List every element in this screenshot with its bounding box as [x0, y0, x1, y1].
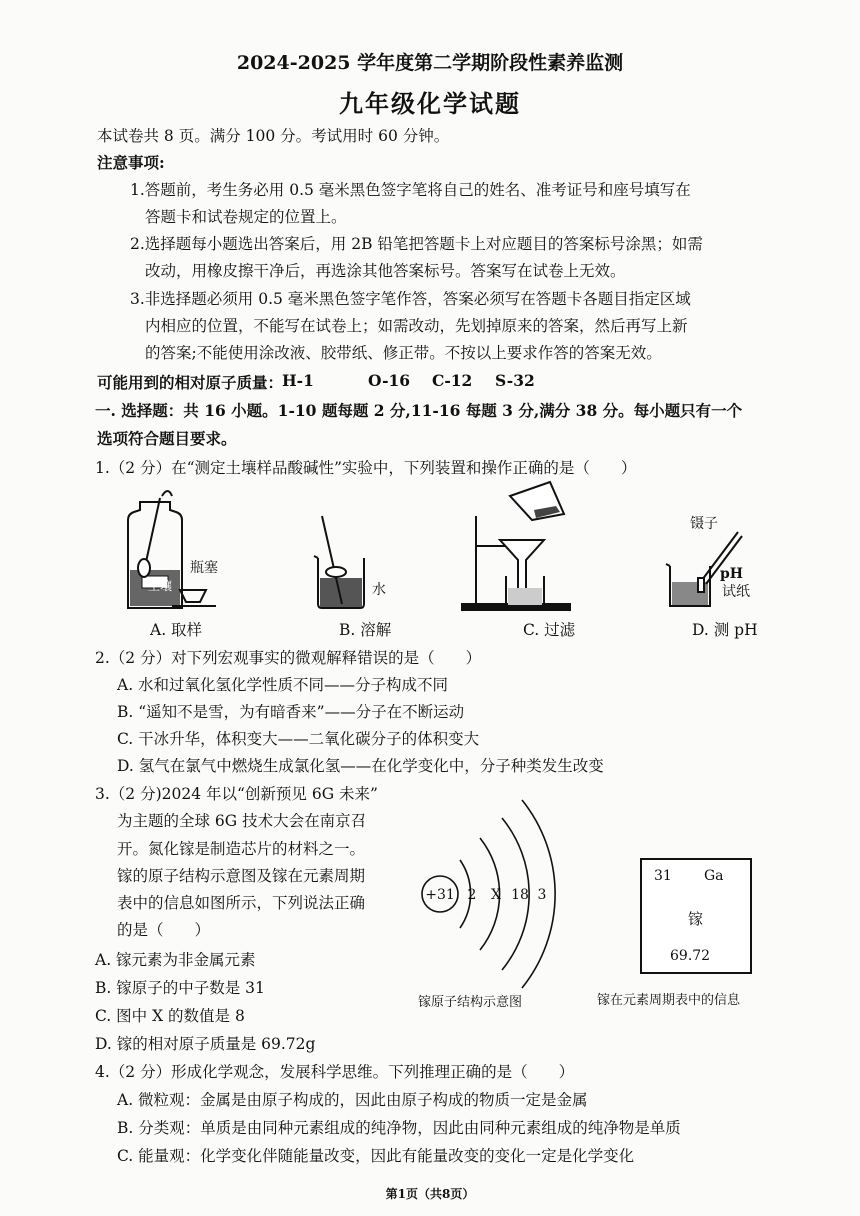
gallium-atom-diagram: [400, 790, 580, 990]
page-number: 第1页（共8页）: [385, 1187, 475, 1201]
notice-line-1: 1.答题前，考生务必用 0.5 毫米黑色签字笔将自己的姓名、准考证号和座号填写在: [130, 181, 691, 199]
q2-option-d: D. 氢气在氯气中燃烧生成氯化氢——在化学变化中，分子种类发生改变: [117, 757, 604, 775]
notice-line-7: 的答案;不能使用涂改液、胶带纸、修正带。不按以上要求作答的答案无效。: [145, 344, 662, 362]
notice-line-2: 答题卡和试卷规定的位置上。: [145, 208, 347, 226]
q2-stem: 2.（2 分）对下列宏观事实的微观解释错误的是（ ）: [95, 649, 482, 667]
q1-option-a: A. 取样: [150, 621, 203, 639]
notice-line-3: 2.选择题每小题选出答案后，用 2B 铅笔把答题卡上对应题目的答案标号涂黑；如需: [130, 235, 703, 253]
q2-option-a: A. 水和过氧化氢化学性质不同——分子构成不同: [117, 676, 449, 694]
q4-option-c: C. 能量观：化学变化伴随能量改变，因此有能量改变的变化一定是化学变化: [117, 1147, 635, 1165]
q1-option-d: D. 测 pH: [692, 621, 758, 639]
notice-line-6: 内相应的位置，不能写在试卷上；如需改动，先划掉原来的答案，然后再写上新: [145, 317, 688, 335]
test-paper-label: 试纸: [722, 584, 750, 600]
atomic-mass-h: H-1: [282, 371, 314, 390]
beaker-stirring-figure: [314, 516, 364, 608]
q2-option-c: C. 干冰升华，体积变大——二氧化碳分子的体积变大: [117, 730, 480, 748]
q4-option-b: B. 分类观：单质是由同种元素组成的纯净物，因此由同种元素组成的纯净物是单质: [117, 1119, 681, 1137]
atomic-mass-label: 可能用到的相对原子质量：: [97, 373, 284, 392]
q1-figure: [110, 480, 790, 620]
element-atomic-mass: 69.72: [670, 948, 711, 964]
q3-option-d: D. 镓的相对原子质量是 69.72g: [95, 1035, 316, 1053]
q3-option-c: C. 图中 X 的数值是 8: [95, 1007, 245, 1025]
shell-2-electrons: X: [491, 887, 501, 903]
exam-title: 2024-2025 学年度第二学期阶段性素养监测: [236, 52, 624, 74]
element-name: 镓: [688, 910, 704, 928]
q4-option-a: A. 微粒观：金属是由原子构成的，因此由原子构成的物质一定是金属: [117, 1091, 588, 1109]
water-label: 水: [372, 582, 386, 598]
q3-stem-line-5: 表中的信息如图所示，下列说法正确: [117, 894, 366, 912]
q1-stem: 1.（2 分）在“测定土壤样品酸碱性”实验中，下列装置和操作正确的是（ ）: [95, 459, 637, 477]
soil-label: 土壤: [148, 579, 173, 593]
notice-line-5: 3.非选择题必须用 0.5 毫米黑色签字笔作答，答案必须写在答题卡各题目指定区域: [130, 290, 691, 308]
q3-stem-line-4: 镓的原子结构示意图及镓在元素周期: [117, 867, 366, 885]
exam-subject-title: 九年级化学试题: [339, 89, 521, 118]
section-heading-cont: 选项符合题目要求。: [97, 429, 237, 448]
exam-intro: 本试卷共 8 页。满分 100 分。考试用时 60 分钟。: [97, 127, 450, 145]
notice-line-4: 改动，用橡皮擦干净后，再选涂其他答案标号。答案写在试卷上无效。: [145, 262, 626, 280]
q1-option-c: C. 过滤: [523, 621, 576, 639]
filtration-apparatus-figure: [462, 482, 570, 610]
q4-stem: 4.（2 分）形成化学观念，发展科学思维。下列推理正确的是（ ）: [95, 1063, 575, 1081]
element-atomic-number: 31: [654, 868, 672, 884]
atomic-mass-c: C-12: [432, 371, 473, 390]
q1-option-b: B. 溶解: [339, 621, 392, 639]
q3-stem-line-1: 3.（2 分)2024 年以“创新预见 6G 未来”: [95, 785, 378, 803]
atomic-mass-o: O-16: [368, 371, 411, 390]
element-card-caption: 镓在元素周期表中的信息: [597, 993, 741, 1008]
q3-stem-line-2: 为主题的全球 6G 技术大会在南京召: [117, 812, 367, 830]
q3-option-b: B. 镓原子的中子数是 31: [95, 979, 265, 997]
shell-4-electrons: 3: [537, 887, 547, 903]
atom-diagram-caption: 镓原子结构示意图: [418, 995, 523, 1010]
q2-option-b: B. “遥知不是雪，为有暗香来”——分子在不断运动: [117, 703, 465, 721]
stopper-label: 瓶塞: [190, 560, 218, 576]
shell-3-electrons: 18: [511, 887, 529, 903]
q3-stem-line-6: 的是（ ）: [117, 921, 211, 939]
shell-1-electrons: 2: [467, 887, 477, 903]
nucleus-charge: +31: [425, 887, 455, 903]
q3-stem-line-3: 开。氮化镓是制造芯片的材料之一。: [117, 840, 366, 858]
section-heading: 一. 选择题：共 16 小题。1-10 题每题 2 分,11-16 每题 3 分,满分 38 分。每小题只有一个: [95, 401, 743, 420]
q3-option-a: A. 镓元素为非金属元素: [95, 951, 256, 969]
ph-label: pH: [720, 566, 744, 582]
element-symbol: Ga: [704, 868, 724, 884]
atomic-mass-s: S-32: [495, 371, 535, 390]
tweezers-label: 镊子: [690, 516, 718, 532]
notice-heading: 注意事项:: [97, 153, 165, 172]
element-card: [640, 858, 752, 974]
